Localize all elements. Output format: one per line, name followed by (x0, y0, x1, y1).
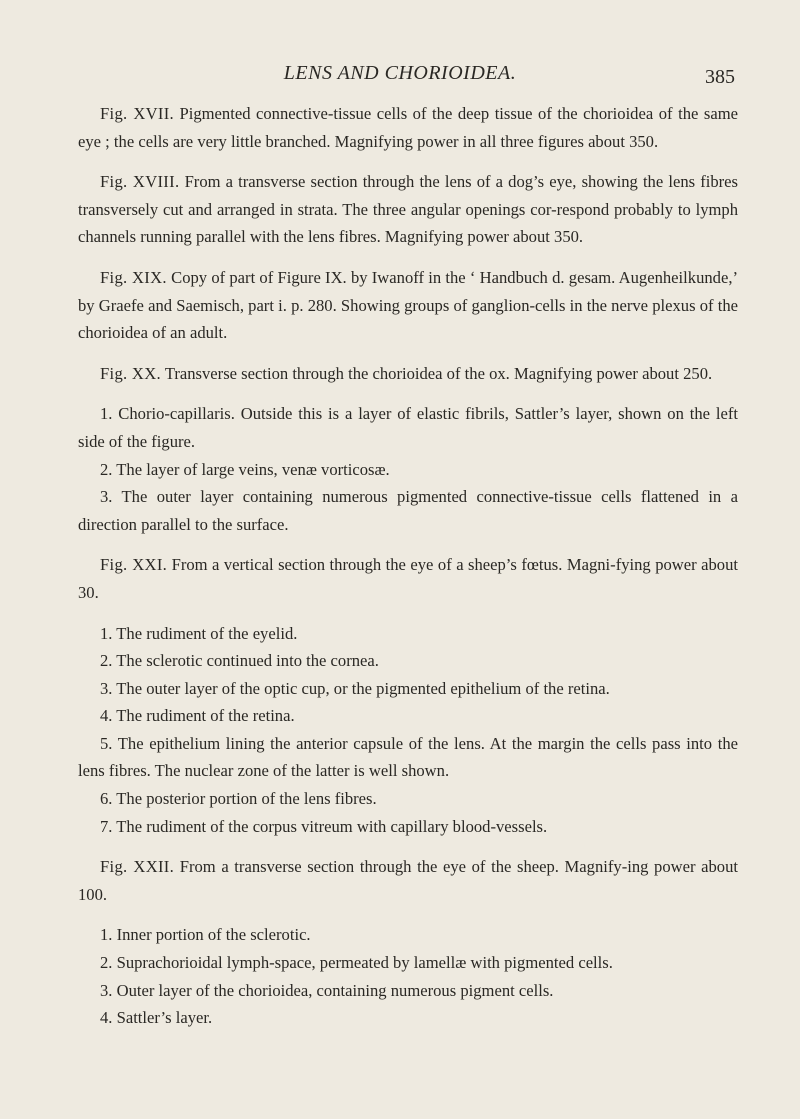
figure-label: Fig. XIX. (100, 267, 167, 287)
list-item: 1. The rudiment of the eyelid. (100, 623, 298, 643)
page-number: 385 (705, 66, 735, 88)
figure-caption-18 (78, 168, 738, 251)
figure-label: Fig. XXI. (100, 555, 168, 575)
figure-21-items (78, 620, 738, 841)
figure-label: Fig. XVIII. (100, 172, 180, 192)
figure-caption-22 (78, 853, 738, 908)
figure-caption-21 (78, 551, 738, 606)
caption-text: From a transverse section through the eye of the sheep. Magnify-ing power about 100. (78, 857, 739, 904)
list-item: 3. Outer layer of the chorioidea, containing numerous pigment cells. (100, 980, 554, 1000)
figure-22-items (78, 921, 738, 1031)
caption-text: Copy of part of Figure IX. by Iwanoff in the ‘ Handbuch d. gesam. Augenheilkunde,’ by Graefe and Saemisch, part i. p. 280. Showing groups of ganglion-cells in the nerve plexus of the chorioidea of an adult. (78, 267, 738, 343)
list-item: 2. The sclerotic continued into the cornea. (100, 651, 379, 671)
list-item: 2. Suprachorioidal lymph-space, permeated by lamellæ with pigmented cells. (100, 953, 613, 973)
figure-caption-17 (78, 100, 738, 155)
list-item: 4. Sattler’s layer. (100, 1008, 213, 1028)
caption-text: Transverse section through the chorioidea of the ox. Magnifying power about 250. (164, 363, 713, 383)
list-item: 5. The epithelium lining the anterior capsule of the lens. At the margin the cells pass into the lens fibres. The nuclear zone of the latter is well shown. (78, 733, 738, 781)
figure-caption-20 (78, 360, 738, 388)
page-header (0, 62, 800, 92)
caption-text: From a vertical section through the eye of a sheep’s fœtus. Magni-fying power about 30. (78, 555, 738, 602)
caption-text: From a transverse section through the lens of a dog’s eye, showing the lens fibres transversely cut and arranged in strata. The three angular openings cor-respond probably to lymph channels running parallel with the lens fibres. Magnifying power about 350. (78, 172, 738, 247)
figure-label: Fig. XVII. (100, 104, 174, 123)
figure-20-items (78, 400, 738, 538)
figure-caption-19 (78, 264, 738, 347)
figure-label: Fig. XX. (100, 363, 161, 383)
body-text (78, 100, 738, 1045)
list-item: 1. Chorio-capillaris. Outside this is a layer of elastic fibrils, Sattler’s layer, shown on the left side of the figure. (78, 404, 738, 451)
list-item: 7. The rudiment of the corpus vitreum with capillary blood-vessels. (100, 816, 548, 836)
list-item: 4. The rudiment of the retina. (100, 706, 295, 726)
running-title: LENS AND CHORIOIDEA. (283, 62, 517, 84)
list-item: 2. The layer of large veins, venæ vorticosæ. (100, 459, 390, 479)
figure-label: Fig. XXII. (100, 857, 175, 877)
list-item: 3. The outer layer containing numerous pigmented connective-tissue cells flattened in a direction parallel to the surface. (78, 487, 738, 534)
caption-text: Pigmented connective-tissue cells of the deep tissue of the chorioidea of the same eye ; the cells are very little branched. Magnifying power in all three figures about 350. (78, 104, 738, 151)
list-item: 1. Inner portion of the sclerotic. (100, 925, 311, 945)
list-item: 3. The outer layer of the optic cup, or the pigmented epithelium of the retina. (100, 678, 610, 698)
list-item: 6. The posterior portion of the lens fibres. (100, 789, 377, 809)
